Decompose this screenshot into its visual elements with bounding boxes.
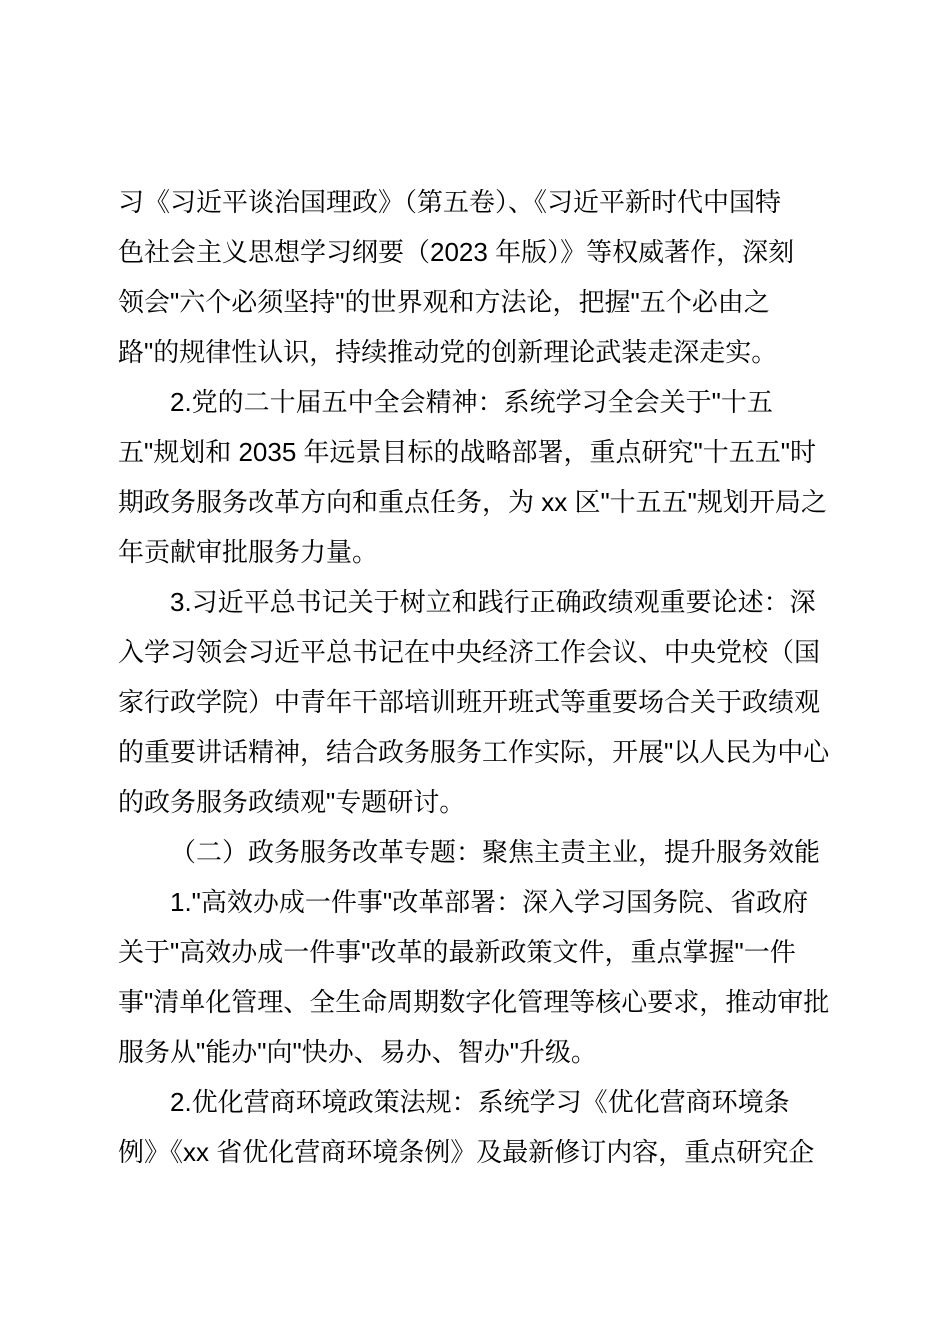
text-line: 2.党的二十届五中全会精神：系统学习全会关于"十五: [170, 387, 773, 417]
text-line: 习《习近平谈治国理政》（第五卷）、《习近平新时代中国特: [118, 187, 782, 217]
text-line: 的重要讲话精神，结合政务服务工作实际，开展"以人民为中心: [118, 737, 830, 767]
text-line: 的政务服务政绩观"专题研讨。: [118, 787, 466, 817]
text-line: 3.习近平总书记关于树立和践行正确政绩观重要论述：深: [170, 587, 816, 617]
text-line: 关于"高效办成一件事"改革的最新政策文件，重点掌握"一件: [118, 937, 796, 967]
text-line: 入学习领会习近平总书记在中央经济工作会议、中央党校（国: [118, 637, 821, 667]
para-study-theory-continuation: [118, 177, 870, 377]
text-line: 服务从"能办"向"快办、易办、智办"升级。: [118, 1037, 597, 1067]
para-item-1-one-thing-reform: [118, 877, 870, 1077]
text-line: 例》《xx 省优化营商环境条例》及最新修订内容，重点研究企: [118, 1137, 815, 1167]
text-line: 期政务服务改革方向和重点任务，为 xx 区"十五五"规划开局之: [118, 487, 827, 517]
para-item-2-business-environment: [118, 1077, 870, 1177]
text-line: 家行政学院）中青年干部培训班开班式等重要场合关于政绩观: [118, 687, 821, 717]
text-line: 领会"六个必须坚持"的世界观和方法论，把握"五个必由之: [118, 287, 770, 317]
para-item-3-performance-view: [118, 577, 870, 827]
text-line: 五"规划和 2035 年远景目标的战略部署，重点研究"十五五"时: [118, 437, 816, 467]
text-line: 事"清单化管理、全生命周期数字化管理等核心要求，推动审批: [118, 987, 830, 1017]
text-line: 色社会主义思想学习纲要（2023 年版）》等权威著作，深刻: [118, 237, 795, 267]
text-line: 路"的规律性认识，持续推动党的创新理论武装走深走实。: [118, 337, 778, 367]
heading-section-two-reform: [118, 827, 870, 877]
text-line: 1."高效办成一件事"改革部署：深入学习国务院、省政府: [170, 887, 809, 917]
text-line: 2.优化营商环境政策法规：系统学习《优化营商环境条: [170, 1087, 790, 1117]
text-line: 年贡献审批服务力量。: [118, 537, 379, 567]
para-item-2-plenary-spirit: [118, 377, 870, 577]
section-heading-line: （二）政务服务改革专题：聚焦主责主业，提升服务效能: [170, 837, 821, 867]
